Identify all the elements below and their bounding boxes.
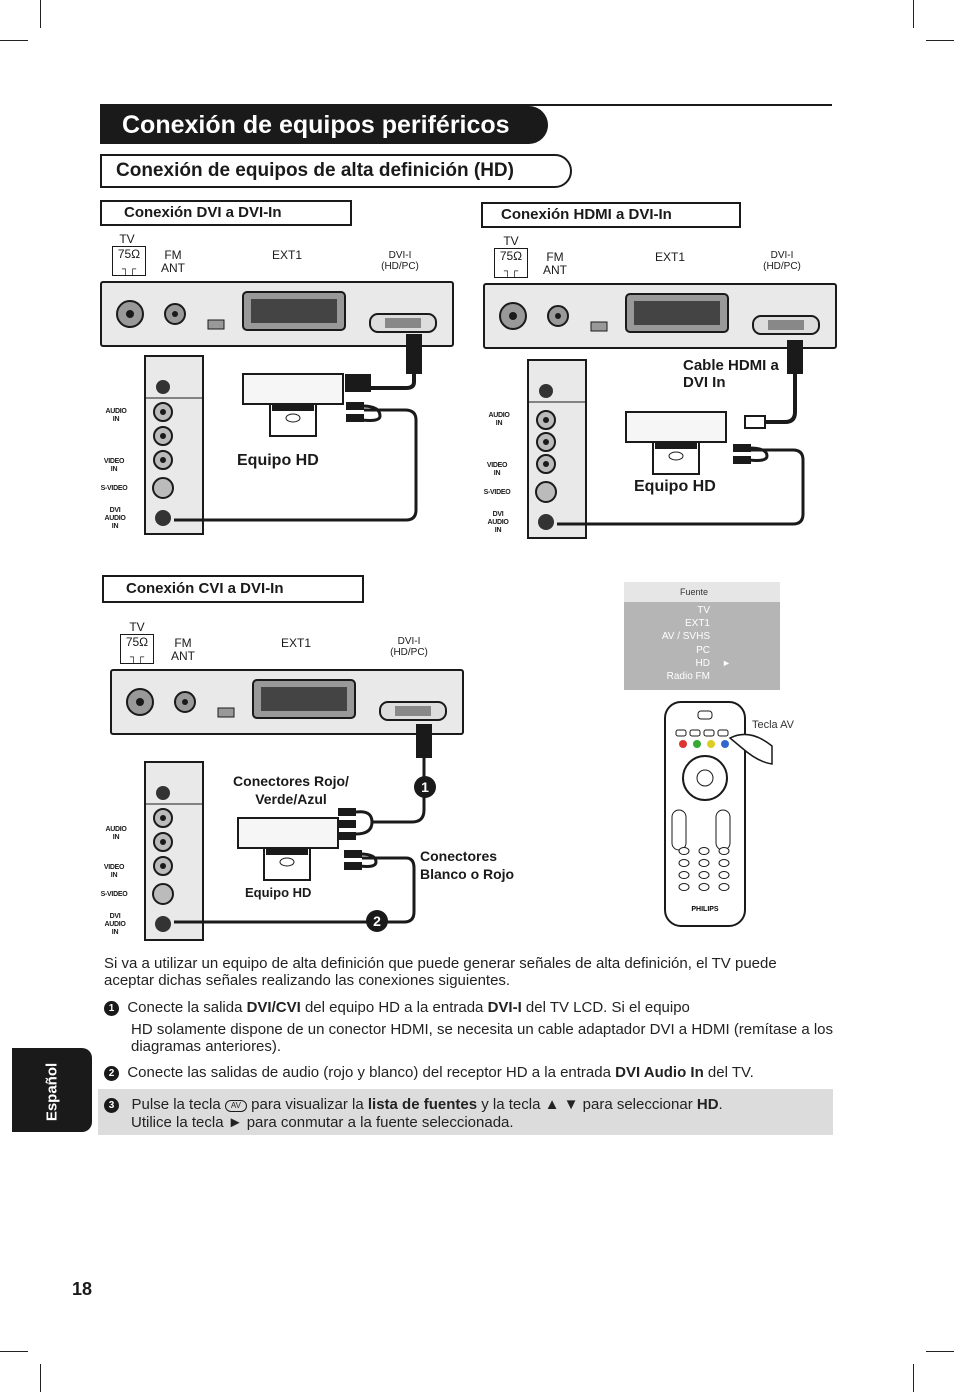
cvi-section-title: Conexión CVI a DVI-In (102, 575, 364, 603)
audio-in-label: AUDIO IN (105, 408, 127, 423)
av-key-label: Tecla AV (752, 719, 794, 731)
step-badge-1: 1 (414, 776, 436, 798)
audio-in-label-3: AUDIO IN (105, 826, 127, 841)
menu-item-ext1: EXT1 (684, 618, 710, 629)
menu-item-hd: HD (695, 658, 710, 669)
menu-item-radio-fm: Radio FM (666, 671, 710, 682)
step1-text-d: DVI-I (487, 999, 522, 1016)
step2-number: 2 (104, 1066, 119, 1081)
hdmi-section-title: Conexión HDMI a DVI-In (481, 202, 741, 228)
step2-text-b: DVI Audio In (615, 1064, 704, 1081)
menu-item-tv: TV (697, 605, 710, 616)
dvi-diagram-svg (100, 270, 460, 550)
audio-connectors-label: Conectores Blanco o Rojo (420, 848, 515, 882)
step3-text-c: lista de fuentes (367, 1096, 478, 1113)
dvi-section-title: Conexión DVI a DVI-In (100, 200, 352, 226)
menu-item-av-svhs: AV / SVHS (661, 631, 710, 642)
step3-paragraph (104, 1096, 824, 1113)
dvi-audio-in-label-3: DVI AUDIO IN (104, 913, 126, 936)
step3-continuation: Utilice la tecla ► para conmutar a la fuente seleccionada. (131, 1114, 514, 1131)
fm-ant-label-3: FM ANT (171, 636, 195, 663)
rgb-connectors-label: Conectores Rojo/ Verde/Azul (233, 773, 349, 807)
dvi-hdpc-label-2: DVI-I (HD/PC) (763, 250, 801, 272)
step3-text-a: Pulse la tecla (131, 1096, 225, 1113)
hdmi-diagram-svg (483, 272, 843, 552)
svideo-label-3: S-VIDEO (100, 891, 128, 898)
step1-text-a: Conecte la salida (127, 999, 247, 1016)
fm-ant-label-2: FM ANT (543, 250, 567, 277)
svideo-label-2: S-VIDEO (483, 489, 511, 496)
ext1-label-3: EXT1 (280, 636, 311, 650)
hdmi-device-label: Equipo HD (634, 478, 716, 495)
language-tab-label: Español (43, 1062, 61, 1122)
step3-text-f: . (718, 1096, 723, 1113)
remote-control-icon (660, 698, 800, 930)
av-key-icon: AV (225, 1100, 247, 1112)
menu-title: Fuente (624, 582, 780, 602)
step-badge-2: 2 (366, 910, 388, 932)
step1-text-e: del TV LCD. Si el equipo (521, 999, 690, 1016)
cvi-device-label: Equipo HD (245, 885, 312, 900)
antenna-75-icon: 75Ω ┐┌ (112, 246, 146, 276)
tv-label: TV (119, 232, 135, 246)
source-menu (624, 582, 780, 690)
menu-selected-arrow-icon: ► (722, 658, 731, 668)
step3-text-d: y la tecla ▲ ▼ para seleccionar (477, 1096, 697, 1113)
step1-number: 1 (104, 1001, 119, 1016)
audio-in-label-2: AUDIO IN (488, 412, 510, 427)
step2-text-c: del TV. (703, 1064, 754, 1081)
language-tab (12, 1048, 92, 1132)
section-subtitle: Conexión de equipos de alta definición (HD) (100, 154, 572, 188)
hdmi-cable-label: Cable HDMI a DVI In (683, 357, 779, 391)
tv-label-3: TV (129, 620, 145, 634)
antenna-75-icon-3: 75Ω ┐┌ (120, 634, 154, 664)
remote-brand-text: PHILIPS (691, 906, 719, 913)
step1-text-c: del equipo HD a la entrada (300, 999, 488, 1016)
intro-paragraph: Si va a utilizar un equipo de alta definición que puede generar señales de alta definición, el TV puede aceptar dichas señales realizando las conexiones siguientes. (104, 955, 777, 989)
page-title: Conexión de equipos periféricos (100, 106, 548, 144)
tv-label-2: TV (503, 234, 519, 248)
dvi-hdpc-label: DVI-I (HD/PC) (381, 250, 419, 272)
page-number: 18 (72, 1279, 93, 1299)
step2-paragraph (104, 1064, 834, 1081)
step1-paragraph (104, 999, 834, 1016)
ext1-label-2: EXT1 (654, 250, 685, 264)
step3-text-b: para visualizar la (246, 1096, 368, 1113)
video-in-label-3: VIDEO IN (103, 864, 125, 879)
dvi-audio-in-label: DVI AUDIO IN (104, 507, 126, 530)
dvi-hdpc-label-3: DVI-I (HD/PC) (390, 636, 428, 658)
step1-continuation: HD solamente dispone de un conector HDMI, se necesita un cable adaptador DVI a HDMI (remítase a los diagramas anteriores). (131, 1021, 834, 1055)
video-in-label: VIDEO IN (103, 458, 125, 473)
antenna-75-icon-2: 75Ω ┐┌ (494, 248, 528, 278)
svideo-label: S-VIDEO (100, 485, 128, 492)
menu-item-pc: PC (696, 645, 710, 656)
video-in-label-2: VIDEO IN (486, 462, 508, 477)
step2-text-a: Conecte las salidas de audio (rojo y blanco) del receptor HD a la entrada (127, 1064, 616, 1081)
step3-number: 3 (104, 1098, 119, 1113)
ext1-label: EXT1 (271, 248, 302, 262)
step1-text-b: DVI/CVI (246, 999, 301, 1016)
step3-text-e: HD (696, 1096, 719, 1113)
fm-ant-label: FM ANT (161, 248, 185, 275)
dvi-device-label: Equipo HD (237, 452, 319, 469)
dvi-audio-in-label-2: DVI AUDIO IN (487, 511, 509, 534)
